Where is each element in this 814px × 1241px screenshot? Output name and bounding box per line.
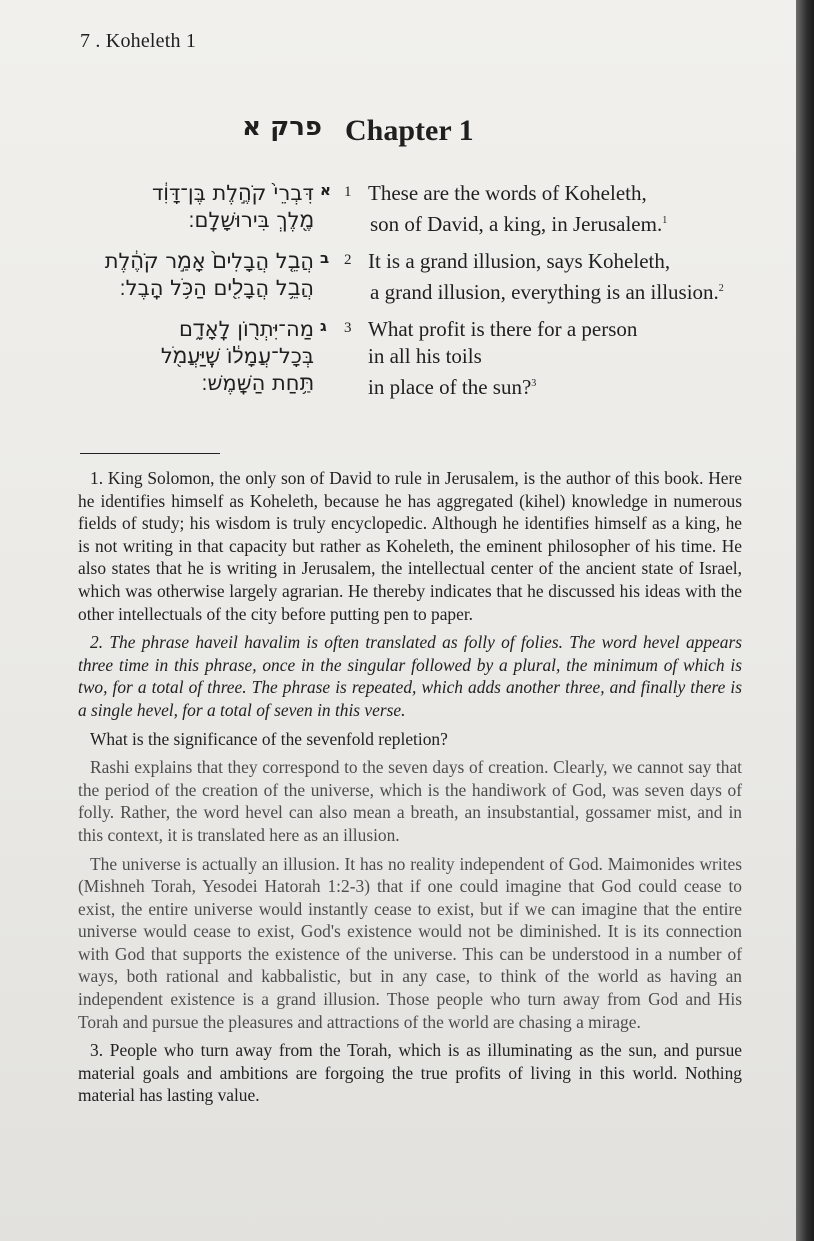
english-line: These are the words of Koheleth, [368, 181, 647, 205]
verse-number-hebrew: ב [320, 249, 330, 267]
verse-number: 3 [344, 320, 352, 336]
hebrew-line: תַּ֥חַת הַשָּֽׁמֶשׁ׃ [201, 371, 314, 395]
english-line: What profit is there for a person [368, 317, 638, 341]
footnote-paragraph: The universe is actually an illusion. It has no reality independent of God. Maimonides writes (Mishneh Torah, Yesodei Hatorah 1:2-3) that if one could imagine that God could cease to exist, the entire universe would instantly cease to exist, but if we can imagine that the entire universe would cease to exist, God's existence would not be diminished. It is its connection with God that supports the existence of the universe. This can be understood in a number of ways, both rational and kabbalistic, but in any case, to think of the world as having an independent existence is a grand illusion. Those people who turn away from God and His Torah and pursue the pleasures and attractions of the world are chasing a mirage. [78, 853, 742, 1032]
footnote-ref[interactable]: 1 [662, 215, 668, 226]
footnote-paragraph: Rashi explains that they correspond to the seven days of creation. Clearly, we cannot say that the period of the creation of the universe, which is the handiwork of God, was seven days of folly. Rather, the word hevel can also mean a breath, an insubstantial, gossamer mist, and in this context, it is translated here as an illusion. [78, 757, 742, 845]
hebrew-line: מֶ֖לֶךְ בִּירוּשָׁלִָֽם׃ [188, 208, 314, 232]
footnote-ref[interactable]: 3 [531, 378, 537, 389]
footnotes [78, 467, 742, 1113]
hebrew-line: הֲבֵ֤ל הֲבָלִים֙ אָמַ֣ר קֹהֶ֔לֶת [104, 249, 314, 273]
chapter-title-english: Chapter 1 [345, 114, 474, 147]
verse-hebrew-text [105, 248, 314, 302]
footnote-paragraph: 3. People who turn away from the Torah, which is as illuminating as the sun, and pursue material goals and ambitions are forgoing the true profits of living in this world. Nothing material has lasting value. [78, 1040, 742, 1106]
hebrew-line: הֲבֵ֥ל הֲבָלִ֖ים הַכֹּ֥ל הָֽבֶל׃ [119, 276, 314, 300]
footnote-divider [80, 453, 220, 454]
verse-english-text [368, 316, 637, 401]
verse-hebrew-text [161, 316, 314, 397]
chapter-heading [0, 112, 796, 154]
footnote-paragraph: What is the significance of the sevenfold repletion? [90, 728, 448, 749]
english-line: a grand illusion, everything is an illusion.$^2$ [370, 280, 724, 304]
english-line: in all his toils [368, 344, 482, 368]
footnote-ref[interactable]: 2 [718, 283, 724, 294]
verse-number: 2 [344, 252, 352, 268]
running-head: 7 . Koheleth 1 [80, 30, 197, 52]
verse-english-text [368, 180, 667, 238]
hebrew-line: בְּכָל־עֲמָל֔וֹ שֶֽׁיַּעֲמֹ֖ל [160, 344, 314, 368]
verse-number-hebrew: א [320, 181, 331, 199]
chapter-title-hebrew: פרק א [242, 112, 322, 142]
verse-hebrew-text [152, 180, 314, 234]
verse-english-text [368, 248, 724, 306]
footnote-paragraph: 1. King Solomon, the only son of David to rule in Jerusalem, is the author of this book. Here he identifies himself as Koheleth, because he has aggregated (kihel) knowledge in numerous fields of study; his wisdom is truly encyclopedic. Although he identifies himself as a king, he is not writing in that capacity but rather as Koheleth, the eminent philosopher of his time. He also states that he is writing in Jerusalem, the intellectual center of the ancient state of Israel, which was otherwise largely agrarian. He thereby indicates that he discussed his ideas with the other intellectuals of the city before putting pen to paper. [78, 468, 742, 624]
hebrew-line: דִּבְרֵי֙ קֹהֶ֣לֶת בֶּן־דָּוִ֔ד [151, 181, 314, 205]
verse-number-hebrew: ג [320, 317, 327, 335]
english-line: son of David, a king, in Jerusalem.$^1$ [370, 212, 668, 236]
verse-number: 1 [344, 184, 352, 200]
english-line: in place of the sun?$^3$ [368, 375, 537, 399]
english-line: It is a grand illusion, says Koheleth, [368, 249, 671, 273]
hebrew-line: מַה־יִּתְר֖וֹן לָֽאָדָ֑ם [179, 317, 314, 341]
footnote-paragraph: 2. The phrase haveil havalim is often translated as folly of folies. The word hevel appears three time in this phrase, once in the singular followed by a plural, the minimum of which is two, for a total of three. The phrase is repeated, which adds another three, and finally there is a single hevel, for a total of seven in this verse. [78, 632, 742, 720]
page-edge-shadow [796, 0, 814, 1241]
